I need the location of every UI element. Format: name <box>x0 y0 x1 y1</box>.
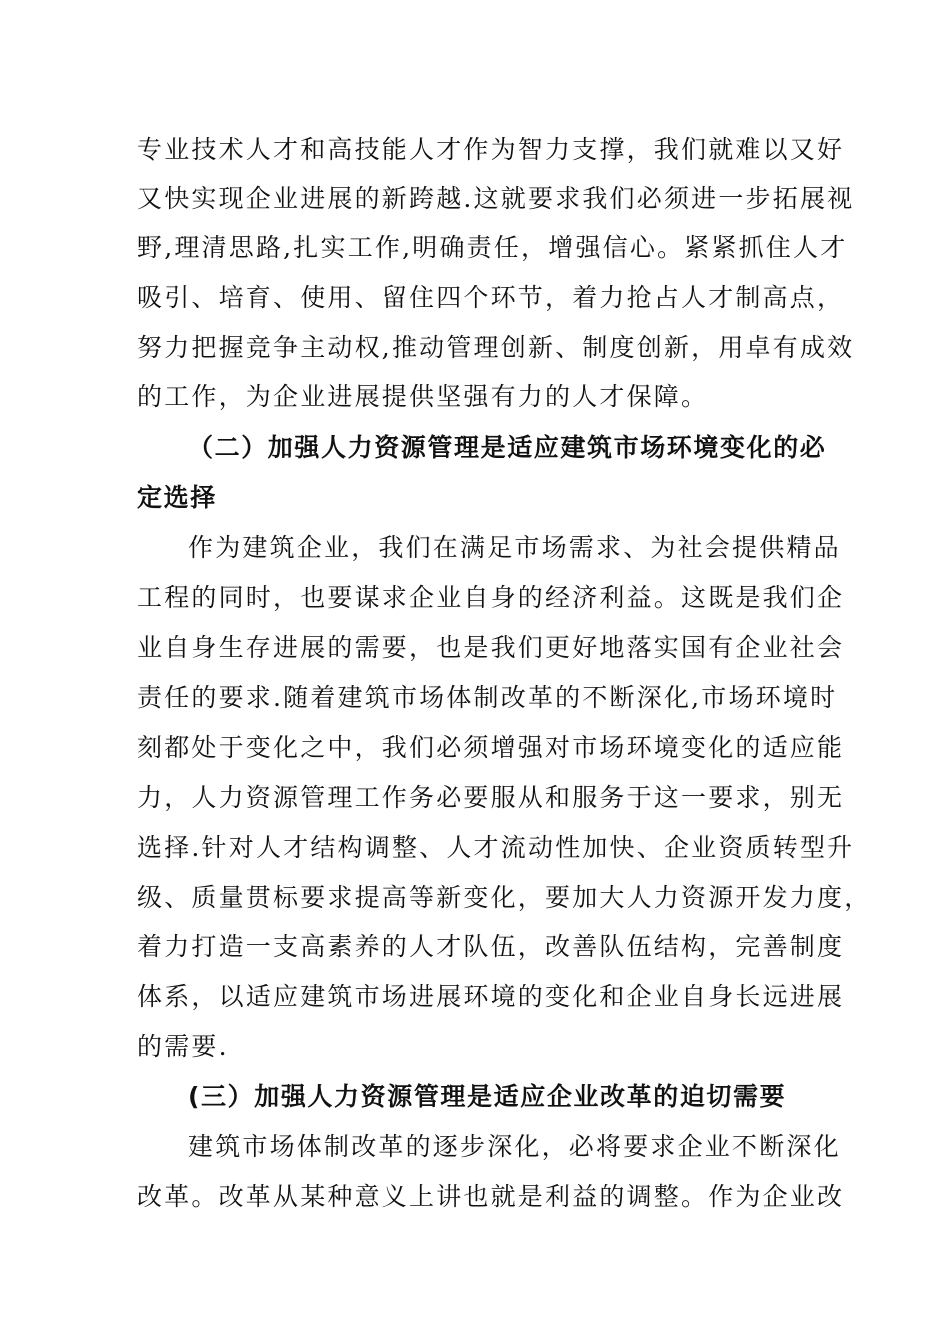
section-heading-line: (三）加强人力资源管理是适应企业改革的迫切需要 <box>188 1082 787 1111</box>
paragraph-line: 建筑市场体制改革的逐步深化，必将要求企业不断深化 <box>188 1132 841 1161</box>
paragraph-line: 级、质量贯标要求提高等新变化，要加大人力资源开发力度， <box>137 883 872 912</box>
paragraph-line: 刻都处于变化之中，我们必须增强对市场环境变化的适应能 <box>137 733 845 762</box>
paragraph-line: 的需要. <box>137 1032 229 1061</box>
paragraph-line: 专业技术人才和高技能人才作为智力支撑，我们就难以又好 <box>137 135 845 164</box>
paragraph-line: 改革。改革从某种意义上讲也就是利益的调整。作为企业改 <box>137 1182 845 1211</box>
section-heading-line: 定选择 <box>137 483 217 512</box>
paragraph-line: 作为建筑企业，我们在满足市场需求、为社会提供精品 <box>188 533 841 562</box>
paragraph-line: 选择.针对人才结构调整、人才流动性加快、企业资质转型升 <box>137 833 855 862</box>
paragraph-line: 业自身生存进展的需要，也是我们更好地落实国有企业社会 <box>137 633 845 662</box>
section-heading-line: （二）加强人力资源管理是适应建筑市场环境变化的必 <box>188 433 827 462</box>
paragraph-line: 工程的同时，也要谋求企业自身的经济利益。这既是我们企 <box>137 583 845 612</box>
paragraph-line: 着力打造一支高素养的人才队伍，改善队伍结构，完善制度 <box>137 932 845 961</box>
paragraph-line: 责任的要求.随着建筑市场体制改革的不断深化,市场环境时 <box>137 683 838 712</box>
paragraph-line: 的工作，为企业进展提供坚强有力的人才保障。 <box>137 382 709 411</box>
paragraph-line: 力，人力资源管理工作务必要服从和服务于这一要求，别无 <box>137 783 845 812</box>
paragraph-line: 体系，以适应建筑市场进展环境的变化和企业自身长远进展 <box>137 982 845 1011</box>
paragraph-line: 野,理清思路,扎实工作,明确责任，增强信心。紧紧抓住人才 <box>137 233 848 262</box>
paragraph-line: 吸引、培育、使用、留住四个环节，着力抢占人才制高点， <box>137 283 845 312</box>
paragraph-line: 又快实现企业进展的新跨越.这就要求我们必须进一步拓展视 <box>137 184 855 213</box>
paragraph-line: 努力把握竞争主动权,推动管理创新、制度创新，用卓有成效 <box>137 333 855 362</box>
